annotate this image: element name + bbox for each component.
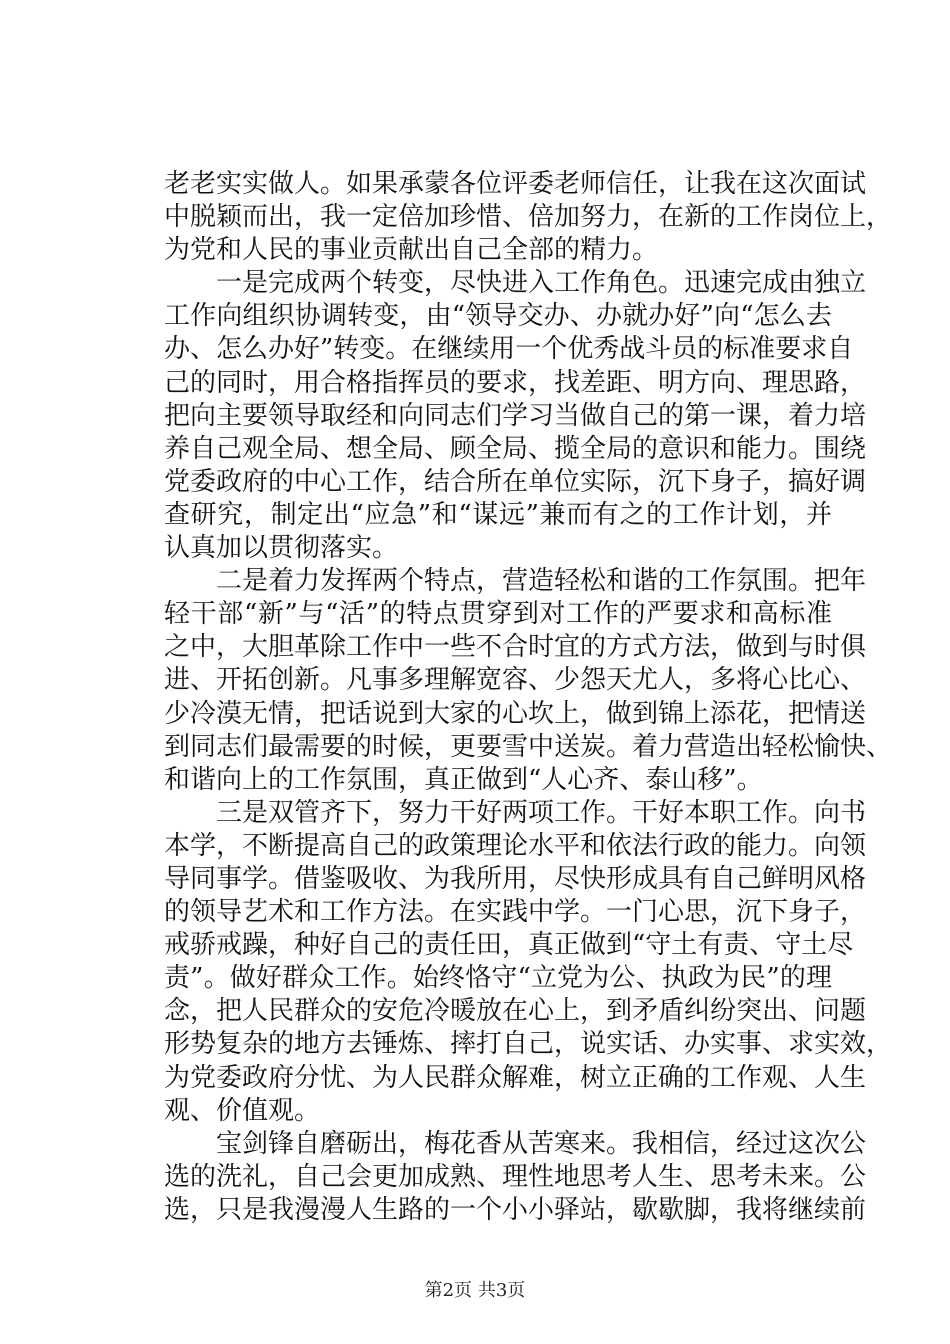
text-line: 党委政府的中心工作，结合所在单位实际，沉下身子，搞好调 (164, 466, 867, 497)
text-line: 宝剑锋自磨砺出，梅花香从苦寒来。我相信，经过这次公 (164, 1128, 867, 1159)
text-line: 进、开拓创新。凡事多理解宽容、少怨天尤人，多将心比心、 (164, 665, 867, 696)
text-line: 戒骄戒躁，种好自己的责任田，真正做到“守土有责、守土尽 (164, 930, 854, 961)
text-line: 少冷漠无情，把话说到大家的心坎上，做到锦上添花，把情送 (164, 698, 867, 729)
text-line: 的领导艺术和工作方法。在实践中学。一门心思，沉下身子， (164, 897, 867, 928)
text-line: 责”。做好群众工作。始终恪守“立党为公、执政为民”的理 (164, 963, 832, 994)
text-line: 养自己观全局、想全局、顾全局、揽全局的意识和能力。围绕 (164, 433, 867, 464)
text-line: 为党委政府分忧、为人民群众解难，树立正确的工作观、人生 (164, 1062, 867, 1093)
text-line: 三是双管齐下，努力干好两项工作。干好本职工作。向书 (164, 797, 867, 828)
text-line: 认真加以贯彻落实。 (164, 533, 399, 564)
text-line: 为党和人民的事业贡献出自己全部的精力。 (164, 235, 659, 266)
text-line: 一是完成两个转变，尽快进入工作角色。迅速完成由独立 (164, 268, 867, 299)
text-line: 二是着力发挥两个特点，营造轻松和谐的工作氛围。把年 (164, 566, 867, 597)
text-line: 导同事学。借鉴吸收、为我所用，尽快形成具有自己鲜明风格 (164, 863, 867, 894)
text-line: 工作向组织协调转变，由“领导交办、办就办好”向“怎么去 (164, 301, 832, 332)
text-line: 形势复杂的地方去锤炼、摔打自己，说实话、办实事、求实效， (164, 1029, 893, 1060)
text-line: 轻干部“新”与“活”的特点贯穿到对工作的严要求和高标准 (164, 599, 832, 630)
text-line: 观、价值观。 (164, 1095, 321, 1126)
text-line: 把向主要领导取经和向同志们学习当做自己的第一课，着力培 (164, 400, 867, 431)
text-line: 查研究，制定出“应急”和“谋远”兼而有之的工作计划，并 (164, 499, 832, 530)
text-line: 选，只是我漫漫人生路的一个小小驿站，歇歇脚，我将继续前 (164, 1194, 867, 1225)
text-line: 念，把人民群众的安危冷暖放在心上，到矛盾纠纷突出、问题 (164, 996, 867, 1027)
text-line: 选的洗礼，自己会更加成熟、理性地思考人生、思考未来。公 (164, 1161, 867, 1192)
text-line: 之中，大胆革除工作中一些不合时宜的方式方法，做到与时俱 (164, 632, 867, 663)
text-line: 到同志们最需要的时候，更要雪中送炭。着力营造出轻松愉快、 (164, 731, 893, 762)
text-line: 办、怎么办好”转变。在继续用一个优秀战斗员的标准要求自 (164, 334, 854, 365)
text-line: 己的同时，用合格指挥员的要求，找差距、明方向、理思路， (164, 367, 867, 398)
page-footer: 第2页 共3页 (424, 1280, 526, 1301)
text-line: 本学，不断提高自己的政策理论水平和依法行政的能力。向领 (164, 830, 867, 861)
text-line: 中脱颖而出，我一定倍加珍惜、倍加努力，在新的工作岗位上， (164, 202, 893, 233)
text-line: 和谐向上的工作氛围，真正做到“人心齐、泰山移”。 (164, 764, 763, 795)
body-text (164, 168, 893, 1227)
text-line: 老老实实做人。如果承蒙各位评委老师信任，让我在这次面试 (164, 169, 867, 199)
